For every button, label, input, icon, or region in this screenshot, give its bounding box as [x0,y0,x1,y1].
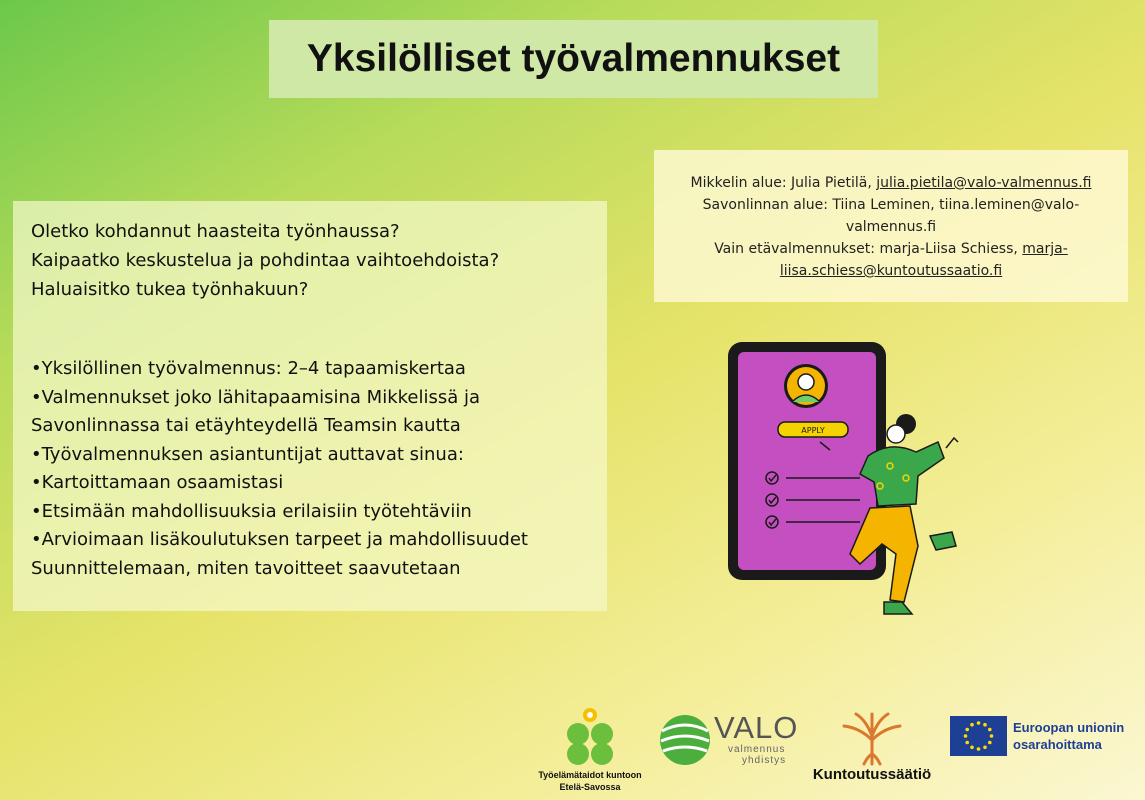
kuntoutussaatio-tree-icon [834,710,910,766]
contact-box [654,150,1128,302]
job-application-illustration [720,338,980,668]
contact-line-remote-cont [660,260,1122,282]
valo-globe-icon [658,713,712,767]
email-link-marja-liisa[interactable]: marja- [1022,241,1068,257]
eu-text-2: osarahoittama [1013,737,1102,752]
question-item: Oletko kohdannut haasteita työnhaussa? [31,221,400,242]
bullet-item: •Yksilöllinen työvalmennus: 2–4 tapaamiskertaa [31,358,466,379]
bullet-item: •Valmennukset joko lähitapaamisina Mikkelissä ja [31,386,481,408]
question-item: Haluaisitko tukea työnhakuun? [31,279,309,300]
valo-sub2: yhdistys [742,755,787,766]
email-link-julia[interactable]: julia.pietila@valo-valmennus.fi [876,175,1092,191]
kuntoutussaatio-name: Kuntoutussäätiö [812,766,932,783]
valo-sub1: valmennus [728,744,786,755]
valo-name: VALO [714,710,799,745]
bullet-item: •Arvioimaan lisäkoulutuksen tarpeet ja mahdollisuudet [31,529,528,550]
contact-line-remote: Vain etävalmennukset: marja-Liisa Schiess, marja- [714,241,1068,257]
contact-line-savonlinna: Savonlinnan alue: Tiina Leminen, tiina.leminen@valo- [702,197,1080,213]
bullet-item: Savonlinnassa tai etäyhteydellä Teamsin kautta [31,415,461,436]
sponsor-logos [0,700,1145,800]
contact-line-savonlinna-cont: valmennus.fi [845,219,937,235]
apply-button-label: APPLY [801,426,825,435]
eu-text-1: Euroopan unionin [1013,720,1125,735]
bullet-item: Suunnittelemaan, miten tavoitteet saavutetaan [31,557,461,579]
contact-line-mikkeli: Mikkelin alue: Julia Pietilä, julia.pietila@valo-valmennus.fi [690,175,1092,191]
eu-flag-icon [950,716,1007,756]
bullet-item: •Työvalmennuksen asiantuntijat auttavat sinua: [31,443,464,465]
question-list [31,217,607,304]
bullet-list [31,355,607,583]
title-banner [269,20,878,98]
bullet-item: •Kartoittamaan osaamistasi [31,472,284,493]
bullet-item: •Etsimään mahdollisuuksia erilaisiin työtehtäviin [31,500,472,522]
page-title: Yksilölliset työvalmennukset [306,37,841,80]
tyoelamataidot-text-1: Työelämätaidot kuntoon [538,770,642,780]
info-box [13,201,607,611]
email-link-marja-liisa-cont[interactable]: liisa.schiess@kuntoutussaatio.fi [779,263,1003,279]
tyoelamataidot-text-2: Etelä-Savossa [559,782,621,792]
question-item: Kaipaatko keskustelua ja pohdintaa vaihtoehdoista? [31,250,500,271]
clover-logo-icon [560,704,620,766]
